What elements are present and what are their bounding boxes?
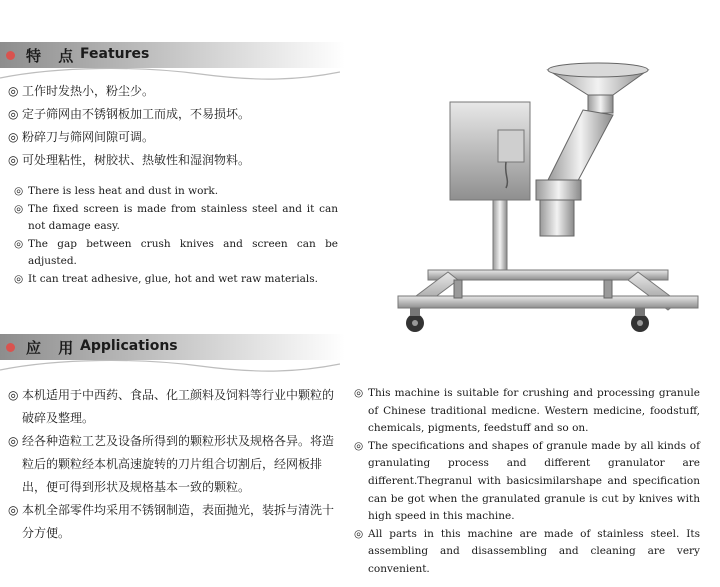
header-dot-icon xyxy=(6,51,15,60)
list-item: ◎ The fixed screen is made from stainless steel and it can not damage easy. xyxy=(14,202,338,233)
applications-heading-en: Applications xyxy=(80,338,178,354)
granulator-machine-image xyxy=(388,40,713,340)
features-en-list xyxy=(14,183,338,289)
applications-heading-cn: 应 用 xyxy=(26,339,80,357)
features-cn-list xyxy=(8,80,343,172)
list-item: ◎ 粉碎刀与筛网间隙可调。 xyxy=(8,126,343,149)
header-dot-icon xyxy=(6,343,15,352)
bullet-icon: ◎ xyxy=(14,185,24,197)
bullet-icon: ◎ xyxy=(8,434,19,448)
bullet-icon: ◎ xyxy=(8,503,19,517)
list-item: ◎ There is less heat and dust in work. xyxy=(14,183,338,201)
applications-cn-list xyxy=(8,384,338,545)
list-item: ◎ 定子筛网由不锈钢板加工而成，不易损坏。 xyxy=(8,103,343,126)
features-heading-cn: 特 点 xyxy=(26,47,80,65)
bullet-icon: ◎ xyxy=(8,84,19,98)
applications-en-list xyxy=(354,385,700,579)
list-item: ◎ 工作时发热小，粉尘少。 xyxy=(8,80,343,103)
features-heading-en: Features xyxy=(80,46,150,62)
list-item: ◎ 本机全部零件均采用不锈钢制造，表面抛光，装拆与清洗十分方便。 xyxy=(8,499,338,545)
bullet-icon: ◎ xyxy=(8,107,19,121)
list-item: ◎ It can treat adhesive, glue, hot and wet raw materials. xyxy=(14,271,338,289)
swirl-decoration-icon xyxy=(0,356,340,374)
bullet-icon: ◎ xyxy=(8,153,19,167)
bullet-icon: ◎ xyxy=(354,527,364,540)
bullet-icon: ◎ xyxy=(8,388,19,402)
bullet-icon: ◎ xyxy=(14,202,24,215)
bullet-icon: ◎ xyxy=(14,237,24,250)
bullet-icon: ◎ xyxy=(8,130,19,144)
list-item: ◎ All parts in this machine are made of stainless steel. Its assembling and disassembling and cleaning are very convenient. xyxy=(354,527,700,575)
list-item: ◎ The specifications and shapes of granule made by all kinds of granulating process and different granulator are different.Thegranul with basicsimilarshape and specification can be got when the granulated granule is cut by knives with high speed in this machine. xyxy=(354,439,700,523)
bullet-icon: ◎ xyxy=(354,387,364,399)
bullet-icon: ◎ xyxy=(14,272,24,285)
list-item: ◎ This machine is suitable for crushing and processing granule of Chinese traditional medicne. Western medicine, foodstuff, chemicals, pigments, feedstuff and so on. xyxy=(354,387,700,435)
list-item: ◎ The gap between crush knives and screen can be adjusted. xyxy=(14,237,338,268)
bullet-icon: ◎ xyxy=(354,439,364,452)
list-item: ◎ 经各种造粒工艺及设备所得到的颗粒形状及规格各异。将造粒后的颗粒经本机高速旋转的刀片组合切割后，经网板排出，便可得到形状及规格基本一致的颗粒。 xyxy=(8,430,338,499)
list-item: ◎ 可处理粘性，树胶状、热敏性和湿润物料。 xyxy=(8,149,343,172)
list-item: ◎ 本机适用于中西药、食品、化工颜料及饲料等行业中颗粒的破碎及整理。 xyxy=(8,384,338,430)
